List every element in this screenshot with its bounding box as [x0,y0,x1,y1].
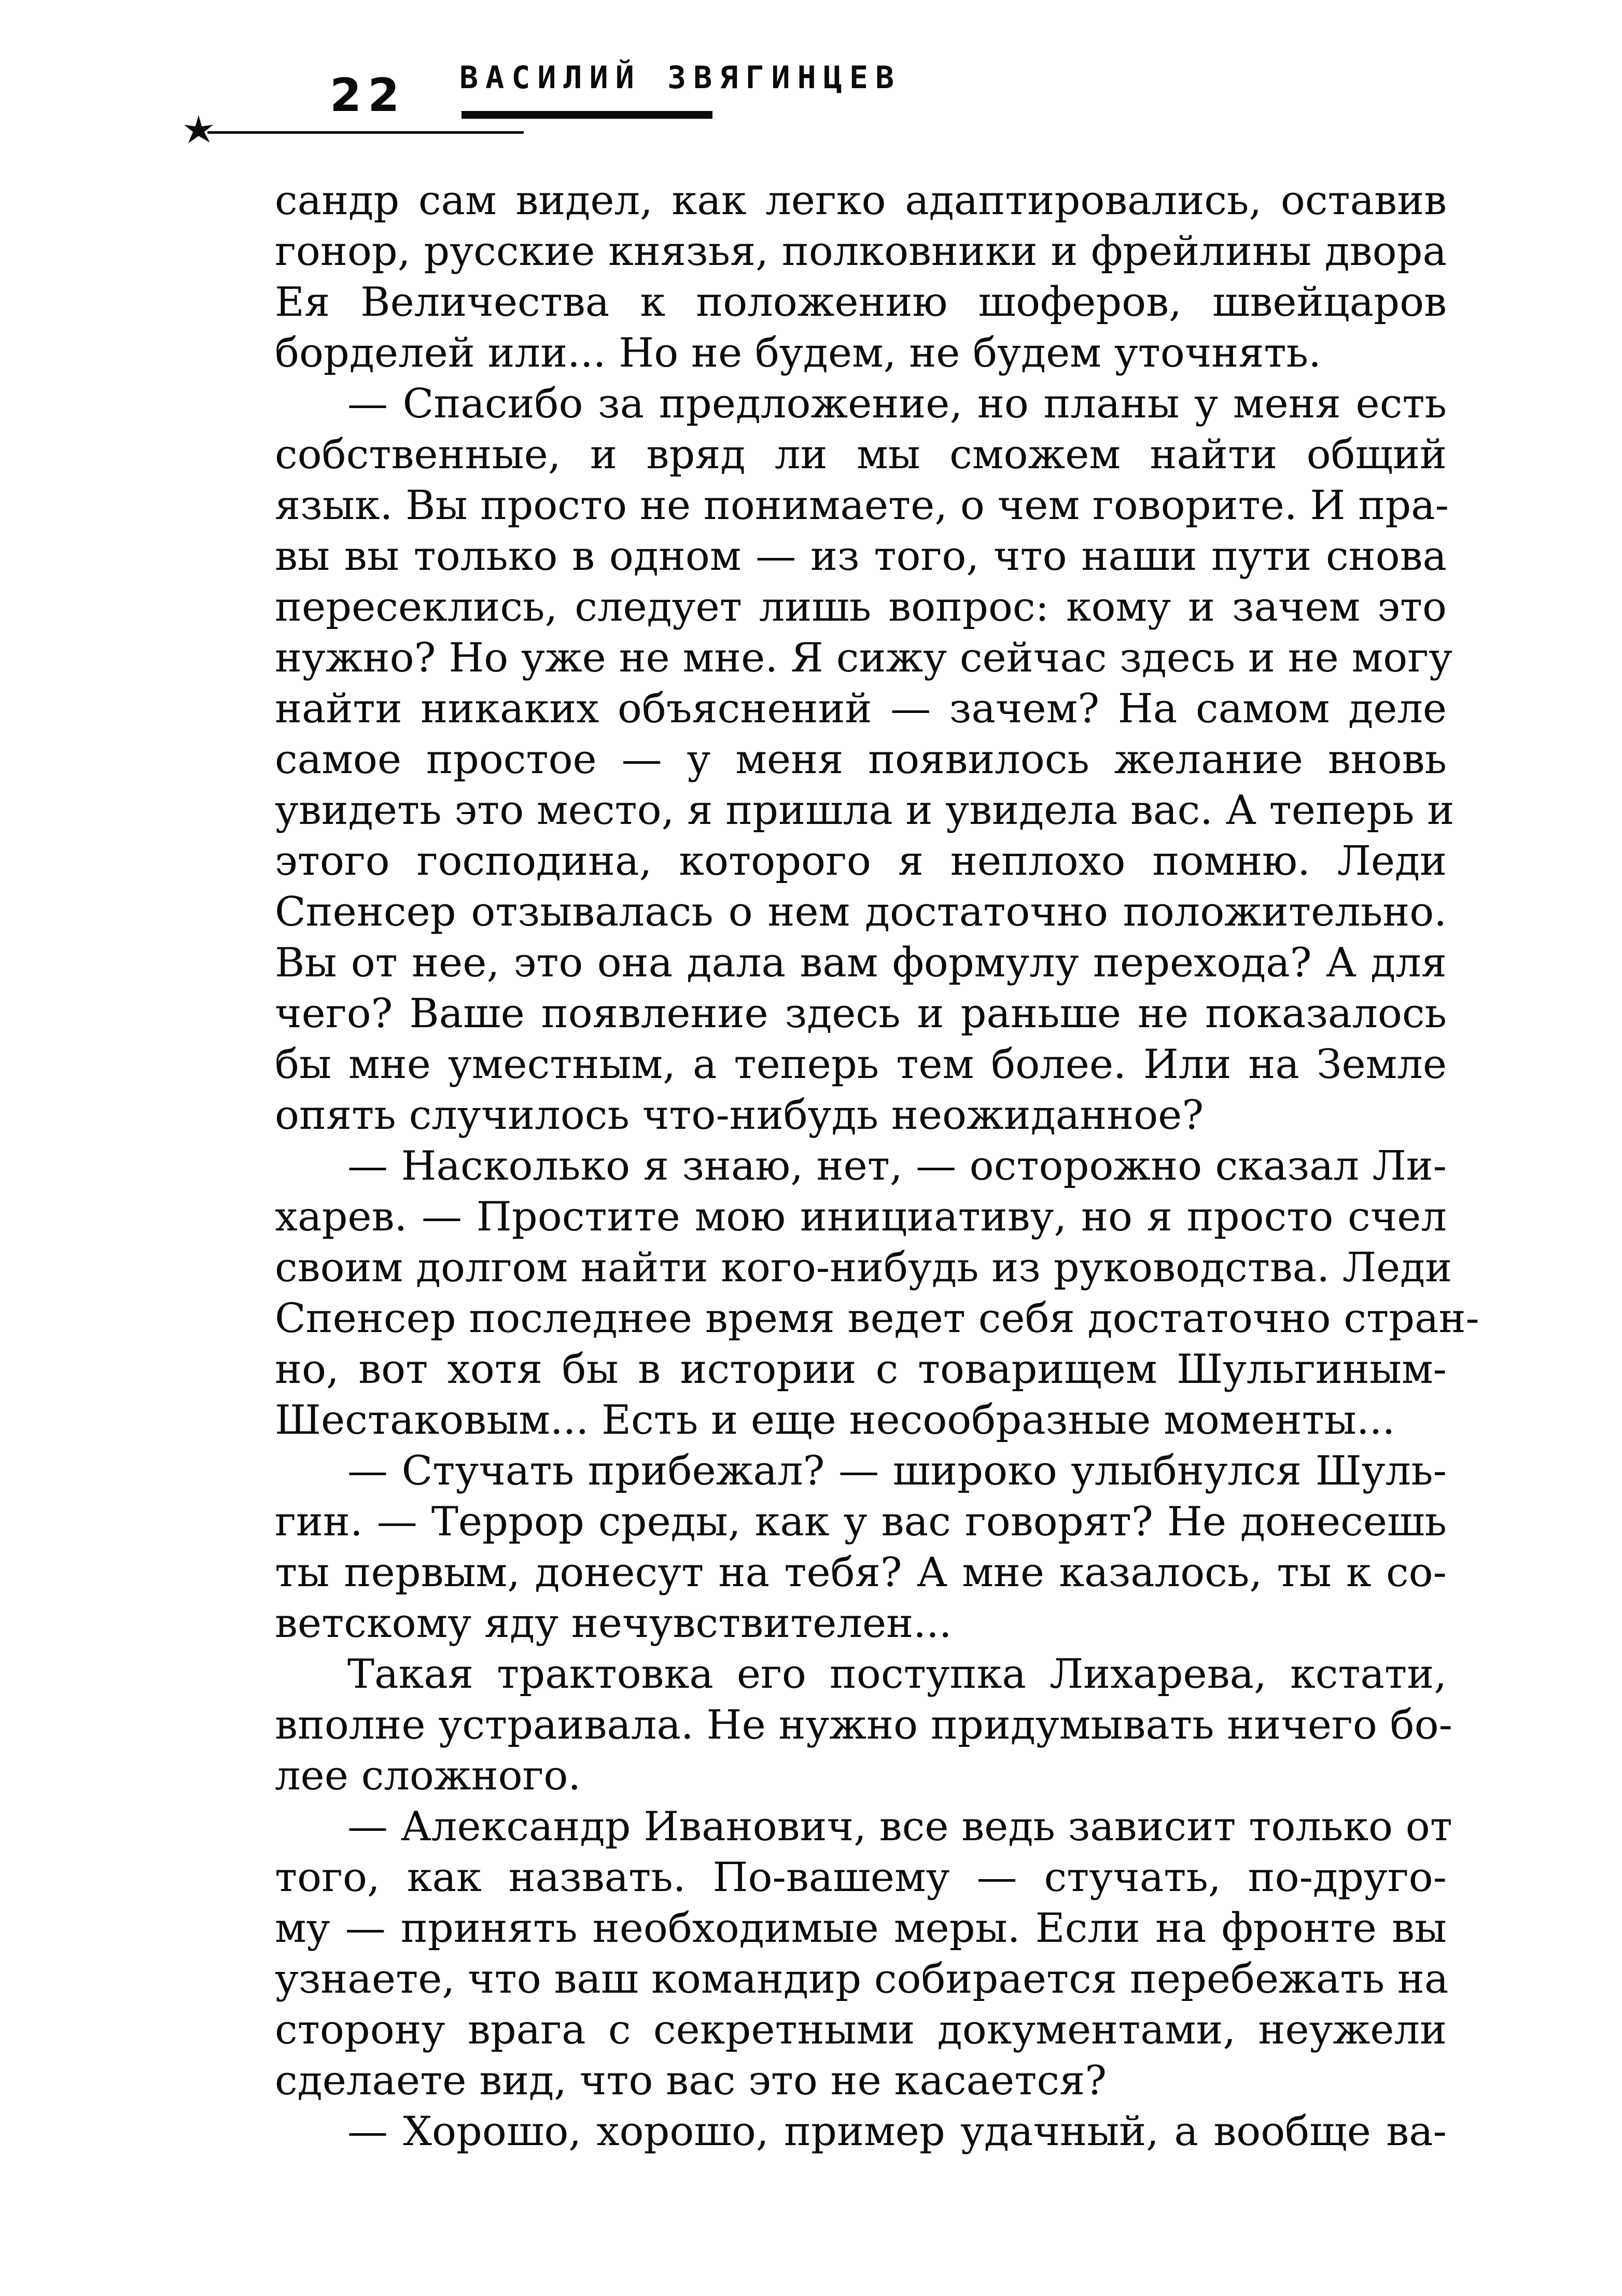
text-line: ты первым, донесут на тебя? А мне казалось, ты к со- [275,1549,1447,1596]
text-line: вполне устраивала. Не нужно придумывать ничего бо- [275,1702,1452,1748]
running-head-author: ВАСИЛИЙ ЗВЯГИНЦЕВ [459,60,902,96]
text-line: самое простое — у меня появилось желание вновь [275,736,1447,783]
text-line: чего? Ваше появление здесь и раньше не показалось [275,990,1447,1037]
text-line: сделаете вид, что вас это не касается? [275,2057,1107,2104]
text-line: му — принять необходимые меры. Если на фронте вы [275,1905,1447,1952]
text-line: Ея Величества к положению шоферов, швейцаров [275,279,1447,326]
text-line: — Александр Иванович, все ведь зависит только от [347,1803,1452,1850]
text-line: лее сложного. [275,1753,581,1799]
text-line: гин. — Террор среды, как у вас говорят? Не донесешь [275,1499,1447,1545]
text-line: сандр сам видел, как легко адаптировались, оставив [275,177,1447,224]
text-line: харев. — Простите мою инициативу, но я просто счел [275,1194,1447,1240]
text-line: — Спасибо за предложение, но планы у меня есть [347,381,1447,427]
text-line: ветскому яду нечувствителен... [275,1600,952,1647]
text-line: Вы от нее, это она дала вам формулу перехода? А для [275,940,1447,986]
text-line: сторону врага с секретными документами, неужели [275,2007,1447,2053]
text-line: узнаете, что ваш командир собирается перебежать на [275,1956,1449,2003]
text-line: этого господина, которого я неплохо помню. Леди [275,838,1447,885]
text-line: — Хорошо, хорошо, пример удачный, а вообще ва- [347,2108,1447,2155]
text-line: своим долгом найти кого-нибудь из руководства. Леди [275,1244,1452,1291]
text-line: Спенсер последнее время ведет себя достаточно стран- [275,1295,1479,1342]
text-line: Шестаковым... Есть и еще несообразные моменты... [275,1397,1395,1444]
text-line: увидеть это место, я пришла и увидела вас. А теперь и [275,787,1455,834]
text-line: нужно? Но уже не мне. Я сижу сейчас здесь и не могу [275,635,1452,681]
text-line: вы вы только в одном — из того, что наши пути снова [275,533,1447,580]
text-line: гонор, русские князья, полковники и фрейлины двора [275,228,1447,275]
page-number: 22 [330,68,406,122]
header-rule [207,131,524,134]
running-head-underline [462,111,712,119]
text-line: Такая трактовка его поступка Лихарева, кстати, [347,1651,1447,1698]
text-line: опять случилось что-нибудь неожиданное? [275,1092,1204,1139]
text-line: — Насколько я знаю, нет, — осторожно сказал Ли- [347,1143,1447,1189]
text-line: Спенсер отзывалась о нем достаточно положительно. [275,889,1447,935]
text-line: борделей или... Но не будем, не будем уточнять. [275,330,1321,376]
text-line: но, вот хотя бы в истории с товарищем Шульгиным- [275,1346,1447,1393]
text-line: язык. Вы просто не понимаете, о чем говорите. И пра- [275,482,1449,529]
text-line: — Стучать прибежал? — широко улыбнулся Шуль- [347,1448,1447,1494]
text-line: пересеклись, следует лишь вопрос: кому и зачем это [275,584,1447,631]
text-line: бы мне уместным, а теперь тем более. Или на Земле [275,1041,1447,1088]
text-line: того, как назвать. По-вашему — стучать, по-друго- [275,1854,1447,1901]
text-line: найти никаких объяснений — зачем? На самом деле [275,685,1447,732]
body-text [275,175,1479,2157]
text-line: собственные, и вряд ли мы сможем найти общий [275,431,1447,478]
